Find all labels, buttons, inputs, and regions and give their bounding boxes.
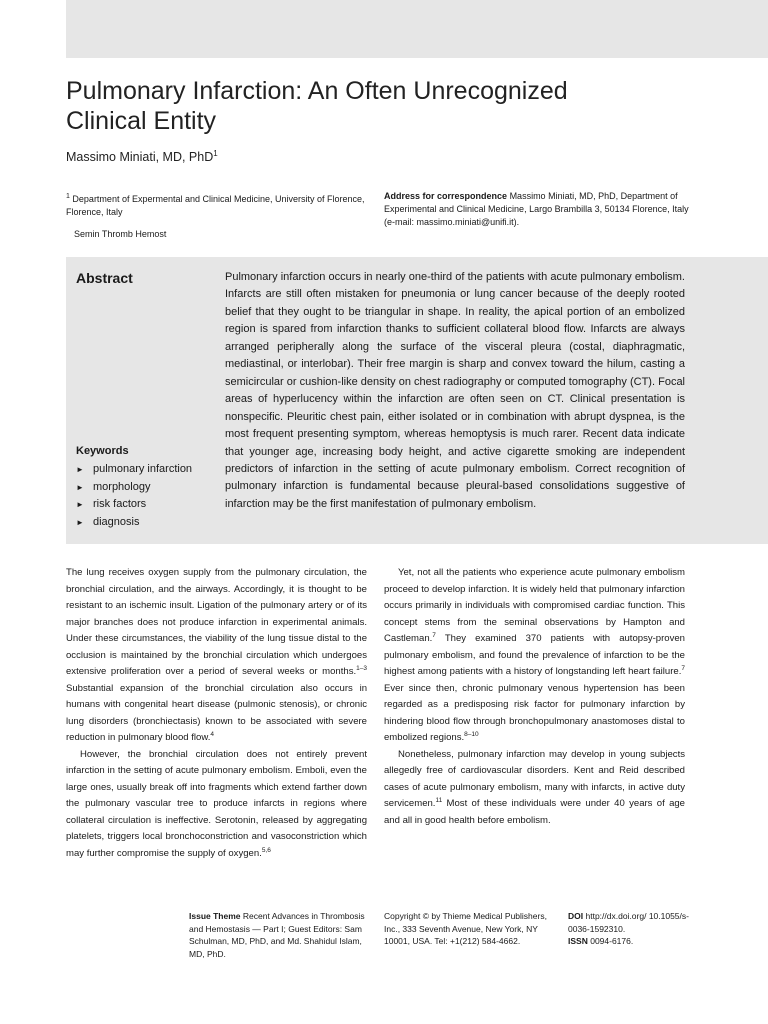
keyword-item — [76, 461, 192, 479]
issn-label: ISSN — [568, 936, 588, 946]
title-line-2: Clinical Entity — [66, 107, 217, 135]
body-paragraph — [384, 565, 685, 747]
bullet-arrow-icon: ► — [76, 465, 84, 474]
citation: 11 — [435, 796, 443, 804]
header-bar — [66, 0, 768, 58]
abstract-heading: Abstract — [76, 270, 133, 286]
body-text: Nonetheless, pulmonary infarction may develop in young subjects allegedly free of cardiovascular disorders. Kent and Reid described cases of acute pulmonary embolism, many with infarcts, in active duty servicemen. — [384, 748, 685, 809]
affiliation-text: Department of Expermental and Clinical Medicine, University of Florence, Florence, Italy — [66, 194, 365, 217]
copyright: Copyright © by Thieme Medical Publishers, Inc., 333 Seventh Avenue, New York, NY 10001, USA. Tel: +1(212) 584-4662. — [384, 911, 547, 946]
body-column-right — [384, 565, 685, 829]
keyword-item — [76, 496, 192, 514]
article-title — [66, 76, 686, 136]
issue-theme — [189, 910, 369, 960]
doi-label: DOI — [568, 911, 584, 921]
issue-theme-label: Issue Theme — [189, 911, 241, 921]
correspondence-text: Massimo Miniati, MD, PhD, Department of Experimental and Clinical Medicine, Largo Brambilla 3, 50134 Florence, Italy (e-mail: massimo.miniati@unifi.it). — [384, 191, 689, 227]
author-affiliation-mark: 1 — [213, 149, 218, 158]
citation: 5,6 — [261, 846, 271, 854]
citation: 8–10 — [464, 730, 479, 738]
abstract-text: Pulmonary infarction occurs in nearly one-third of the patients with acute pulmonary embolism. Infarcts are still often mistaken for pneumonia or lung cancer because of the deeply rooted belief that they ought to be triangular in shape. In reality, the apical portion of an embolized region is spared from infarction thanks to sufficient collateral blood flow. Infarcts are always arranged peripherally along the surface of the visceral pleura (costal, diaphragmatic, mediastinal, or interlobar). Their free margin is sharp and convex toward the hilum, casting a semicircular or cushion-like density on chest radiography or computed tomography (CT). Focal areas of hyperlucency within the infarction are often seen on CT. Clinical presentation is nonspecific. Pleuritic chest pain, either isolated or in combination with abrupt dyspnea, is the most frequent presenting symptom, whereas hemoptysis is much rarer. Recent data indicate that younger age, increasing body height, and active cigarette smoking are independent predictors of infarction in the setting of acute pulmonary embolism. Correct recognition of pulmonary infarction is fundamental because pleural-based consolidations suggestive of infarction may be the first manifestation of pulmonary embolism. — [225, 271, 685, 510]
citation: 4 — [210, 730, 214, 738]
keyword-label: pulmonary infarction — [93, 463, 193, 475]
doi-link[interactable]: http://dx.doi.org/ 10.1055/s-0036-1592310. — [568, 911, 689, 934]
body-text: Yet, not all the patients who experience acute pulmonary embolism proceed to develop infarction. It is widely held that pulmonary infarction occurs primarily in individuals with compromised cardiac function. This concept stems from the seminal observations by Hampton and Castleman. — [384, 567, 685, 644]
affiliation — [66, 190, 366, 219]
body-paragraph — [66, 747, 367, 863]
body-text: Ever since then, chronic pulmonary venous hypertension has been regarded as a predisposing risk factor for pulmonary infarction by hindering blood flow through bronchopulmonary anastomoses distal to embolized regions. — [384, 682, 685, 743]
journal-name: Semin Thromb Hemost — [74, 229, 167, 239]
body-text: The lung receives oxygen supply from the pulmonary circulation, the bronchial circulation, and the airways. Accordingly, it is thought to be resistant to an ischemic insult. Ligation of the pulmonary artery or of its major branches does not produce infarction in experimental animals. Under these circumstances, the viability of the lung tissue distal to the occlusion is maintained by the bronchial circulation which undergoes extensive proliferation over a period of several weeks or months. — [66, 567, 367, 677]
citation: 7 — [681, 664, 685, 672]
citation: 1–3 — [356, 664, 367, 672]
doi-issn — [568, 910, 708, 948]
body-paragraph — [384, 747, 685, 830]
body-column-left — [66, 565, 367, 862]
keyword-label: diagnosis — [93, 515, 140, 528]
issn-line — [568, 935, 708, 948]
citation: 7 — [432, 631, 436, 639]
bullet-arrow-icon: ► — [76, 482, 84, 492]
body-paragraph — [66, 565, 367, 747]
body-text: They examined 370 patients with autopsy-proven pulmonary embolism, and found the prevalence of infarction to be the highest among patients with a history of longstanding left heart failure. — [384, 633, 685, 677]
keywords-heading: Keywords — [76, 445, 129, 457]
body-text: Most of these individuals were under 40 years of age and all in good health before embolism. — [384, 798, 685, 826]
author-name: Massimo Miniati, MD, PhD — [66, 150, 214, 165]
doi-line — [568, 910, 708, 935]
keyword-label: risk factors — [93, 498, 147, 510]
bullet-arrow-icon: ► — [76, 517, 84, 527]
keyword-item — [76, 479, 192, 497]
title-line-1: Pulmonary Infarction: An Often Unrecognized — [66, 77, 568, 105]
bullet-arrow-icon: ► — [76, 500, 84, 509]
issue-theme-text: Recent Advances in Thrombosis and Hemostasis — Part I; Guest Editors: Sam Schulman, MD, PhD, and Md. Shahidul Islam, MD, PhD. — [189, 911, 365, 959]
keywords-list — [76, 461, 192, 531]
correspondence — [384, 190, 694, 229]
body-text: However, the bronchial circulation does not entirely prevent infarction in the setting of acute pulmonary embolism. Emboli, even the large ones, usually break off into fragments which extend farther down the pulmonary vascular tree to produce infarcts in regions where collateral circulation is ineffective. Serotonin, released by aggregating platelets, triggers local bronchoconstriction and vasoconstriction which may further compromise the supply of oxygen. — [66, 748, 367, 859]
correspondence-label: Address for correspondence — [384, 191, 508, 201]
author-line — [66, 149, 218, 164]
affiliation-mark: 1 — [66, 193, 70, 200]
keyword-label: morphology — [93, 480, 151, 493]
issn-value: 0094-6176. — [590, 936, 634, 946]
body-text: Substantial expansion of the bronchial circulation also occurs in humans with congenital heart disease (pulmonic stenosis), or chronic lung disorders (bronchiectasis) known to be associated with severe reduction in pulmonary blood flow. — [66, 682, 367, 743]
keyword-item — [76, 514, 192, 532]
